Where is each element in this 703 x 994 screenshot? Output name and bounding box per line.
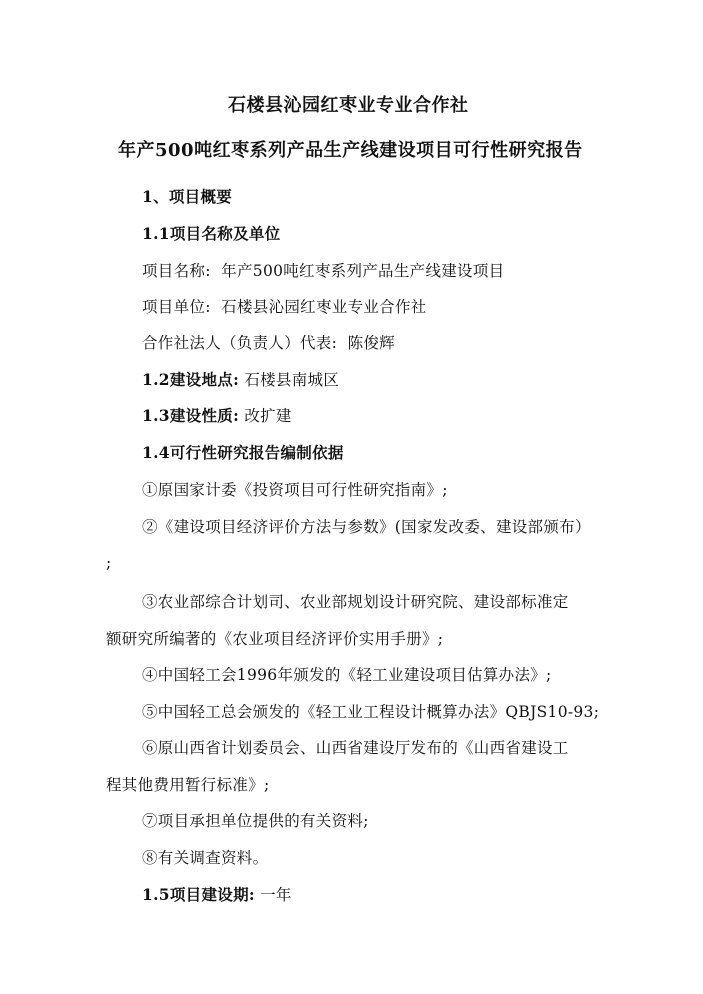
construction-site-label: 1.2建设地点: xyxy=(142,370,240,389)
basis-item-3-continuation: 额研究所编著的《农业项目经济评价实用手册》; xyxy=(106,630,444,648)
construction-nature-label: 1.3建设性质: xyxy=(142,406,240,425)
basis-item-3: ③农业部综合计划司、农业部规划设计研究院、建设部标准定 xyxy=(142,593,569,611)
section-1-4-heading: 1.4可行性研究报告编制依据 xyxy=(142,443,344,462)
legal-representative-line: 合作社法人（负责人）代表: 陈俊辉 xyxy=(142,334,395,352)
construction-period-value: 一年 xyxy=(260,886,292,904)
section-1-heading: 1、项目概要 xyxy=(142,187,233,206)
section-1-5-line xyxy=(142,885,292,905)
construction-site-value: 石楼县南城区 xyxy=(244,371,340,389)
basis-item-7: ⑦项目承担单位提供的有关资料; xyxy=(142,812,369,830)
section-1-2-line xyxy=(142,370,339,390)
project-unit-line: 项目单位: 石楼县沁园红枣业专业合作社 xyxy=(142,298,427,316)
construction-nature-value: 改扩建 xyxy=(244,407,292,425)
basis-item-6: ⑥原山西省计划委员会、山西省建设厅发布的《山西省建设工 xyxy=(142,739,569,757)
section-1-3-line xyxy=(142,406,292,426)
report-title: 年产500吨红枣系列产品生产线建设项目可行性研究报告 xyxy=(118,140,583,161)
project-name-line: 项目名称: 年产500吨红枣系列产品生产线建设项目 xyxy=(142,262,505,280)
basis-item-1: ①原国家计委《投资项目可行性研究指南》; xyxy=(142,481,448,499)
basis-item-2: ②《建设项目经济评价方法与参数》(国家发改委、建设部颁布） xyxy=(142,518,591,536)
basis-item-4: ④中国轻工会1996年颁发的《轻工业建设项目估算办法》; xyxy=(142,666,552,684)
construction-period-label: 1.5项目建设期: xyxy=(142,885,255,904)
section-1-1-heading: 1.1项目名称及单位 xyxy=(142,224,281,243)
basis-item-5: ⑤中国轻工总会颁发的《轻工业工程设计概算办法》QBJS10-93; xyxy=(142,703,600,721)
basis-item-2-continuation: ; xyxy=(106,554,112,572)
basis-item-8: ⑧有关调查资料。 xyxy=(142,849,269,867)
org-title: 石楼县沁园红枣业专业合作社 xyxy=(228,95,469,116)
basis-item-6-continuation: 程其他费用暂行标准》; xyxy=(106,776,270,794)
